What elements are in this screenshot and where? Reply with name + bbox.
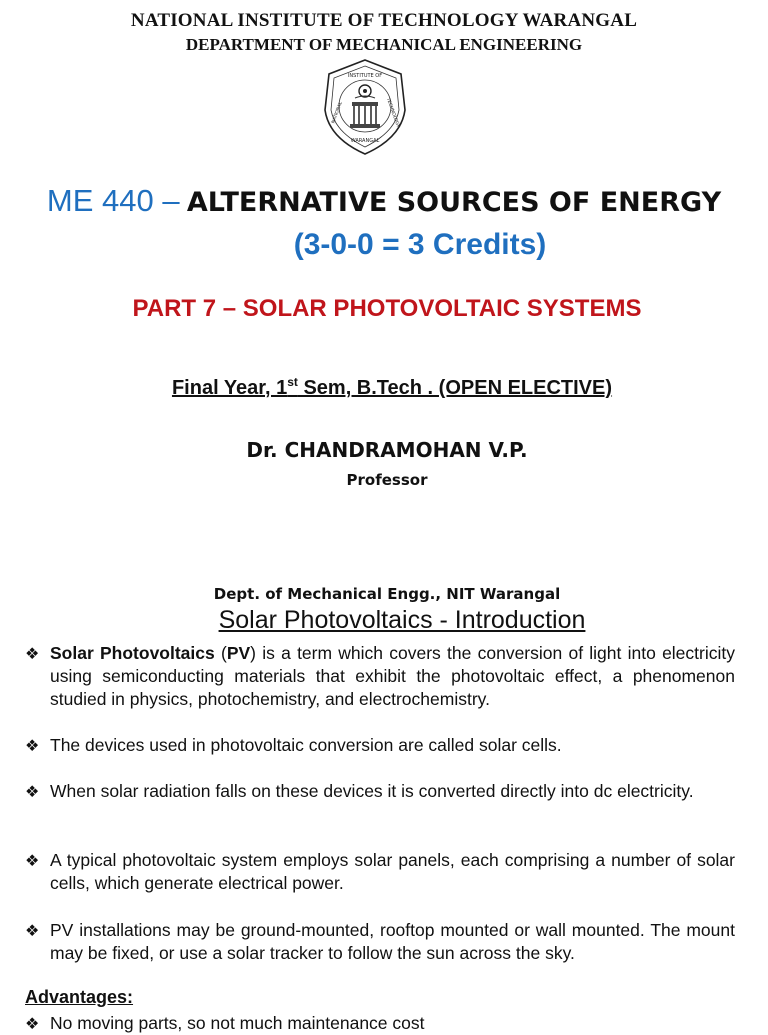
bullet-text-part: ( [214, 643, 227, 663]
bullet-diamond-icon: ❖ [25, 851, 40, 870]
bullet-diamond-icon: ❖ [25, 736, 40, 755]
svg-text:WARANGAL: WARANGAL [350, 138, 380, 144]
bullet-item [25, 734, 735, 757]
year-superscript: st [287, 375, 298, 389]
year-prefix: Final Year, 1 [171, 377, 288, 399]
bullet-term: Solar Photovoltaics [50, 643, 215, 663]
svg-text:NATIONAL: NATIONAL [331, 101, 344, 125]
course-title: ALTERNATIVE SOURCES OF ENERGY [186, 187, 722, 218]
bullet-text-part: ) is a term which covers the conversion of light into electricity using semiconducting materials that exhibit the photovoltaic effect, a phenomenon studied in physics, photochemistry, and electrochemistry. [50, 643, 735, 709]
section-title: Solar Photovoltaics - Introduction [218, 606, 586, 634]
year-line [0, 377, 768, 400]
bullet-diamond-icon: ❖ [25, 644, 40, 663]
bullet-text: PV installations may be ground-mounted, rooftop mounted or wall mounted. The mount may be fixed, or use a solar tracker to follow the sun across the sky. [50, 920, 735, 963]
institute-name: NATIONAL INSTITUTE OF TECHNOLOGY WARANGAL [130, 10, 638, 31]
course-code: ME 440 – [46, 183, 180, 218]
bullet-item [25, 642, 735, 711]
bullet-diamond-icon: ❖ [25, 782, 40, 801]
part-title: PART 7 – SOLAR PHOTOVOLTAIC SYSTEMS [132, 295, 642, 322]
author-name: Dr. CHANDRAMOHAN V.P. [246, 438, 528, 462]
department-name: DEPARTMENT OF MECHANICAL ENGINEERING [185, 35, 583, 54]
year-suffix: Sem, B.Tech . (OPEN ELECTIVE) [297, 377, 613, 399]
bullet-diamond-icon: ❖ [25, 1014, 40, 1033]
course-credits: (3-0-0 = 3 Credits) [293, 228, 547, 261]
bullet-item [25, 780, 735, 803]
bullet-text: A typical photovoltaic system employs solar panels, each comprising a number of solar cells, which generate electrical power. [50, 850, 735, 893]
bullet-text [50, 642, 735, 711]
author-role: Professor [346, 471, 428, 489]
bullet-item [25, 919, 735, 965]
bullet-diamond-icon: ❖ [25, 921, 40, 940]
advantages-heading: Advantages: [25, 987, 134, 1007]
bullet-abbrev: PV [226, 643, 251, 663]
bullet-text: When solar radiation falls on these devices it is converted directly into dc electricity. [50, 781, 694, 801]
svg-text:INSTITUTE OF: INSTITUTE OF [347, 73, 383, 79]
department-footer: Dept. of Mechanical Engg., NIT Warangal [213, 585, 561, 603]
course-heading [0, 183, 768, 219]
bullet-item [25, 849, 735, 895]
bullet-text: No moving parts, so not much maintenance cost [50, 1013, 425, 1033]
institute-logo [321, 58, 409, 156]
bullet-text: The devices used in photovoltaic conversion are called solar cells. [50, 735, 562, 755]
svg-text:TECHNOLOGY: TECHNOLOGY [384, 97, 401, 129]
